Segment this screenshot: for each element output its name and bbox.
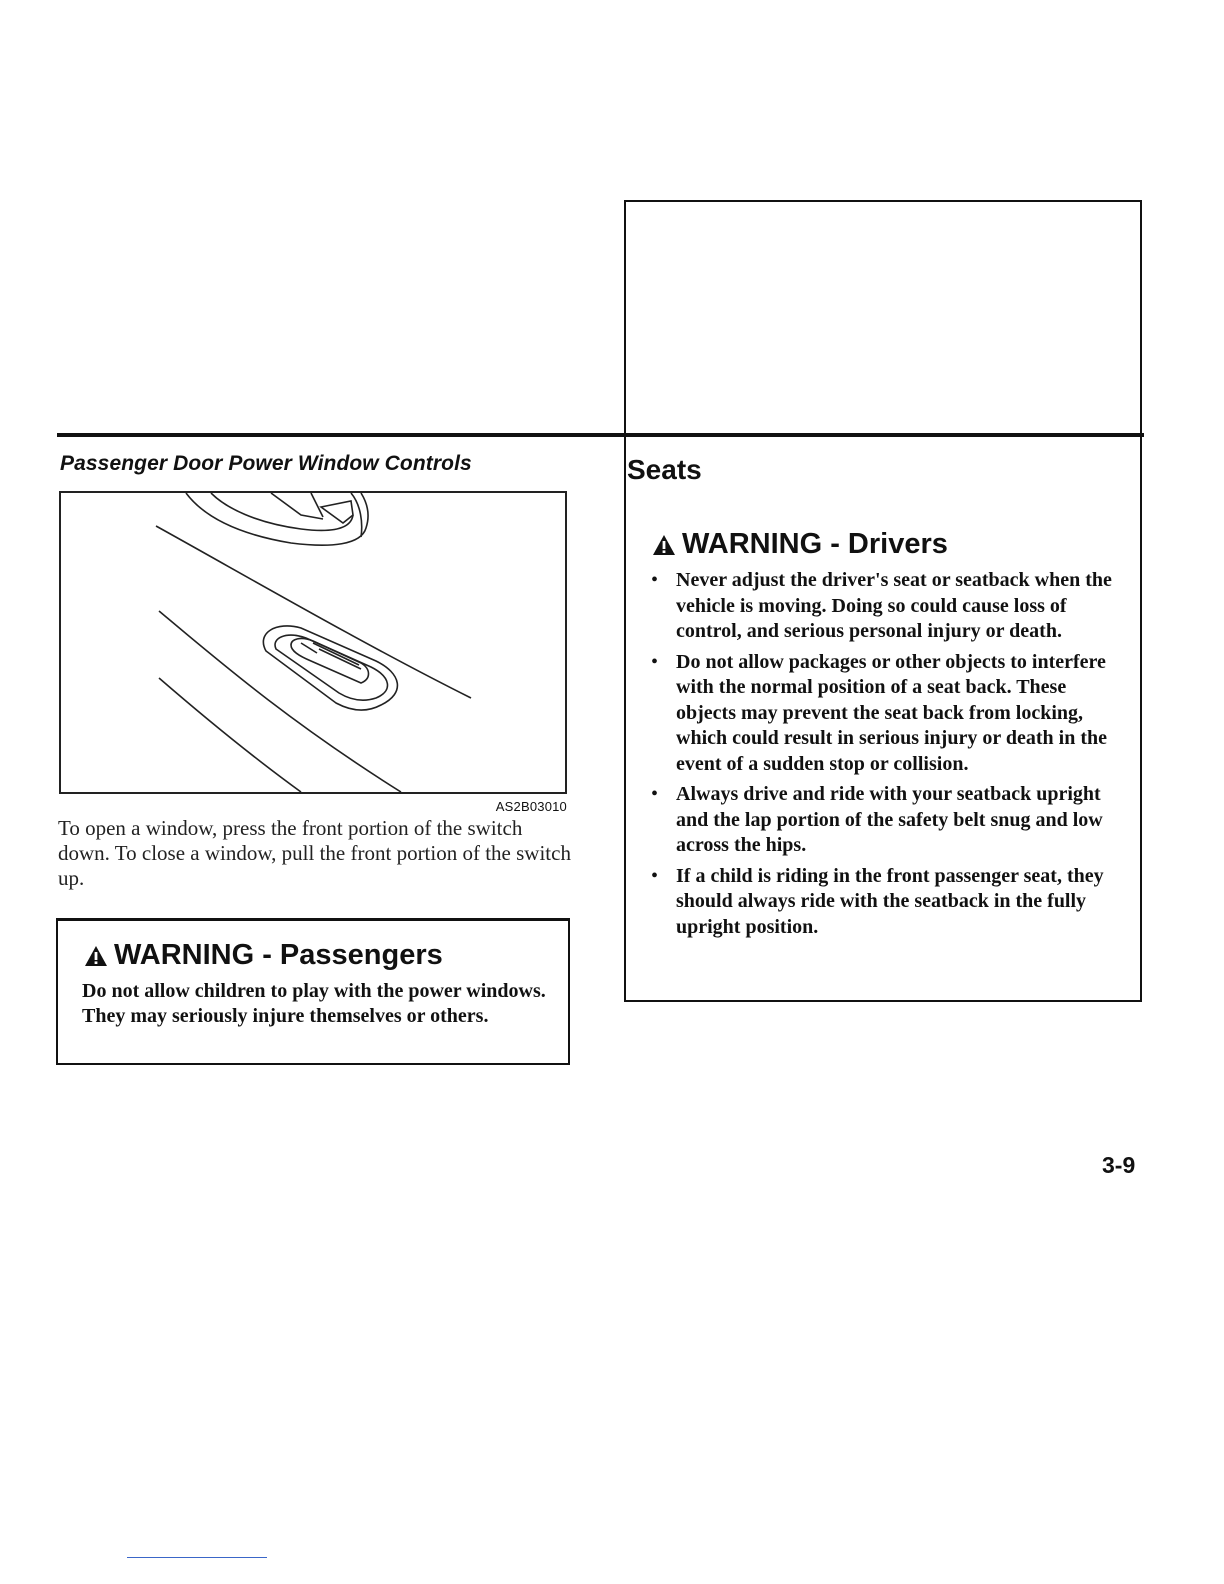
warning-text-passengers: Do not allow children to play with the power windows. They may seriously injure themselves or others. — [82, 980, 546, 1027]
list-item — [650, 650, 1120, 778]
window-switch-illustration — [61, 493, 565, 792]
warning-triangle-icon — [652, 534, 676, 556]
page-number: 3-9 — [1102, 1152, 1136, 1178]
bullet-text: Always drive and ride with your seatback upright and the lap portion of the safety belt snug and low across the hips. — [676, 783, 1103, 856]
warning-box-passengers — [56, 918, 570, 1065]
bullet-icon: • — [651, 650, 659, 673]
warning-heading-drivers — [652, 528, 948, 561]
window-switch-figure — [59, 491, 567, 794]
bullet-icon: • — [651, 783, 659, 805]
bullet-text: Never adjust the driver's seat or seatback when the vehicle is moving. Doing so could cause loss of control, and serious personal injury or death. — [676, 569, 1112, 642]
warning-box-drivers — [624, 200, 1142, 1002]
section-subtitle: Passenger Door Power Window Controls — [60, 452, 472, 475]
bullet-text: Do not allow packages or other objects to interfere with the normal position of a seat back. These objects may prevent the seat back from locking, which could result in serious injury or death in the event of a sudden stop or collision. — [676, 650, 1107, 775]
bullet-icon: • — [651, 864, 659, 887]
bullet-text: If a child is riding in the front passenger seat, they should always ride with the seatback in the fully upright position. — [676, 864, 1104, 938]
warning-heading-text: WARNING - Drivers — [682, 528, 948, 560]
warning-heading-text: WARNING - Passengers — [114, 939, 443, 971]
section-title: Seats — [627, 454, 702, 485]
list-item — [650, 782, 1120, 859]
figure-code: AS2B03010 — [495, 799, 567, 814]
bullet-icon: • — [651, 569, 659, 591]
warning-heading-passengers — [84, 939, 443, 972]
list-item — [650, 864, 1120, 941]
list-item — [650, 568, 1120, 645]
warning-triangle-icon — [84, 945, 108, 967]
footer-rule — [127, 1557, 267, 1558]
body-paragraph: To open a window, press the front portion of the switch down. To close a window, pull the front portion of the switch up. — [58, 816, 571, 890]
warning-bullet-list — [650, 568, 1120, 945]
